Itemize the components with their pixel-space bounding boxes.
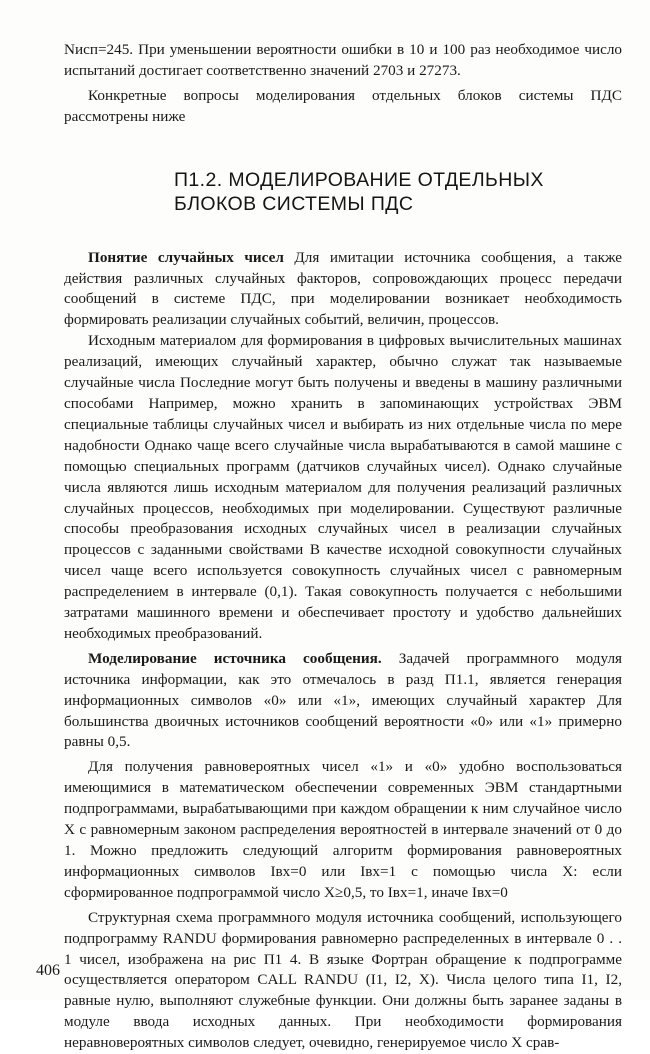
page-content bbox=[64, 40, 622, 1054]
section-heading bbox=[174, 168, 622, 216]
body-paragraph-3 bbox=[64, 649, 622, 754]
body-paragraph-2: Исходным материалом для формирования в цифровых вычислительных машинах реализаций, имеющих случайный характер, обычно служат так называемые случайные числа Последние могут быть получены и введены в машину различными способами Например, можно хранить в запоминающих устройствах ЭВМ специальные таблицы случайных чисел и выбирать из них отдельные числа по мере надобности Однако чаще всего случайные числа вырабатываются в самой машине с помощью специальных программ (датчиков случайных чисел). Однако случайные числа являются лишь исходным материалом для получения реализаций различных случайных процессов, необходимых при моделировании. Существуют различные способы преобразования исходных случайных чисел в реализации случайных процессов с заданными свойствами В качестве исходной совокупности случайных чисел чаще всего используется совокупность случайных чисел с равномерным распределением в интервале (0,1). Такая совокупность получается с небольшими затратами машинного времени и обеспечивает простоту и удобство дальнейших необходимых преобразований. bbox=[64, 332, 622, 642]
body-paragraph-1 bbox=[64, 248, 622, 332]
body-paragraph-5: Структурная схема программного модуля источника сообщений, использующего подпрограмму RANDU формирования равномерно распределенных в интервале 0 . . 1 чисел, изображена на рис П1 4. В языке Фортран обращение к подпрограмме осуществляется оператором CALL RANDU (I1, I2, X). Числа целого типа I1, I2, равные нулю, выполняют служебные функции. Они должны быть заранее заданы в модуле ввода исходных данных. При необходимости формирования неравновероятных символов следует, очевидно, генерируемое число X срав- bbox=[64, 908, 622, 1052]
body-paragraph-4: Для получения равновероятных чисел «1» и «0» удобно воспользоваться имеющимися в математическом обеспечении современных ЭВМ стандартными подпрограммами, вырабатывающими при каждом обращении к ним случайное число X с равномерным законом распределения вероятностей в интервале значений от 0 до 1. Можно предложить следующий алгоритм формирования равновероятных информационных символов Iвх=0 или Iвх=1 с помощью числа X: если сформированное подпрограммой число X≥0,5, то Iвх=1, иначе Iвх=0 bbox=[64, 758, 622, 901]
intro-paragraph-2: Конкретные вопросы моделирования отдельных блоков системы ПДС рассмотрены ниже bbox=[64, 86, 622, 125]
runin-heading-random-numbers: Понятие случайных чисел bbox=[88, 248, 284, 266]
section-title-line-1: П1.2. МОДЕЛИРОВАНИЕ ОТДЕЛЬНЫХ bbox=[174, 168, 544, 191]
runin-heading-message-source: Моделирование источника сообщения. bbox=[88, 649, 382, 667]
page-number: 406 bbox=[36, 962, 60, 979]
body-paragraph-3-text: Задачей программного модуля источника информации, как это отмечалось в разд П1.1, является генерация информационных символов «0» или «1», имеющих случайный характер Для большинства двоичных источников сообщений вероятности «0» или «1» примерно равны 0,5. bbox=[64, 649, 623, 751]
section-title-line-2: БЛОКОВ СИСТЕМЫ ПДС bbox=[174, 192, 414, 215]
body-paragraph-1-text: Для имитации источника сообщения, а также действия различных случайных факторов, сопровождающих процесс передачи сообщений в системе ПДС, при моделировании возникает необходимость формировать реализации случайных событий, величин, процессов. bbox=[64, 248, 622, 329]
intro-paragraph-1: Nисп=245. При уменьшении вероятности ошибки в 10 и 100 раз необходимое число испытаний достигает соответственно значений 2703 и 27273. bbox=[64, 41, 622, 79]
